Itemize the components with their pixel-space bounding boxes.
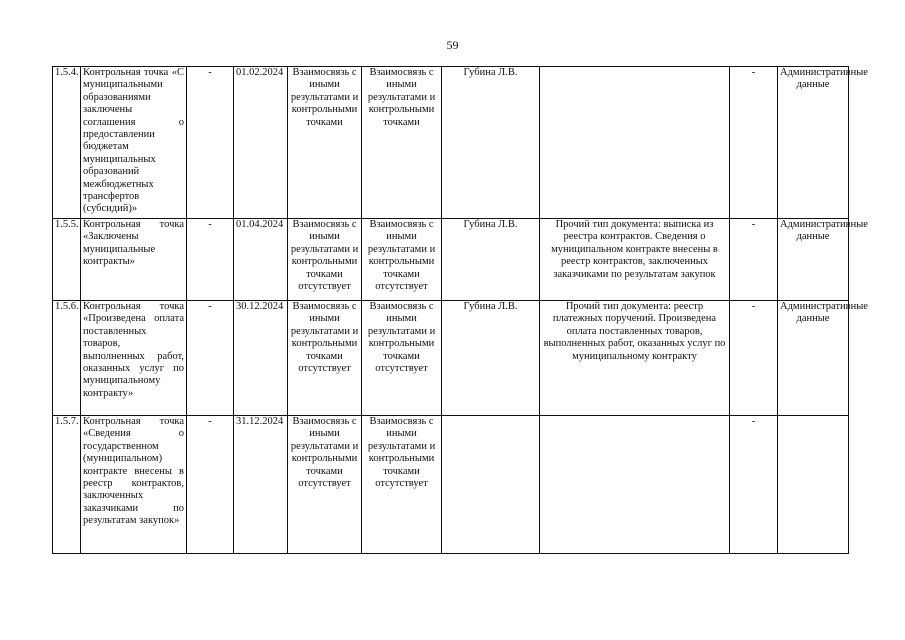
link-next: Взаимосвязь с иными результатами и контрольными точками отсутствует	[362, 416, 442, 554]
dash-cell: -	[730, 67, 778, 219]
due-date: 31.12.2024	[234, 416, 288, 554]
row-number: 1.5.5.	[53, 219, 81, 301]
document-type: Прочий тип документа: выписка из реестра контрактов. Сведения о муниципальном контракте внесены в реестр контрактов, заключенных заказчиками по результатам закупок	[540, 219, 730, 301]
data-source	[778, 416, 849, 554]
link-previous: Взаимосвязь с иными результатами и контрольными точками отсутствует	[288, 301, 362, 416]
dash-cell: -	[730, 416, 778, 554]
table-row	[53, 67, 849, 219]
link-next: Взаимосвязь с иными результатами и контрольными точками	[362, 67, 442, 219]
page-number: 59	[446, 38, 459, 52]
dash-cell: -	[187, 219, 234, 301]
due-date: 01.04.2024	[234, 219, 288, 301]
document-type	[540, 416, 730, 554]
dash-cell: -	[730, 219, 778, 301]
link-next: Взаимосвязь с иными результатами и контрольными точками отсутствует	[362, 301, 442, 416]
row-number: 1.5.7.	[53, 416, 81, 554]
due-date: 30.12.2024	[234, 301, 288, 416]
link-previous: Взаимосвязь с иными результатами и контрольными точками отсутствует	[288, 416, 362, 554]
document-type	[540, 67, 730, 219]
link-previous: Взаимосвязь с иными результатами и контрольными точками отсутствует	[288, 219, 362, 301]
due-date: 01.02.2024	[234, 67, 288, 219]
responsible-person: Губина Л.В.	[442, 67, 540, 219]
dash-cell: -	[730, 301, 778, 416]
row-number: 1.5.6.	[53, 301, 81, 416]
control-point-title: Контрольная точка «С муниципальными образованиями заключены соглашения о предоставлении бюджетам муниципальных образований межбюджетных трансфертов (субсидий)»	[81, 67, 187, 219]
control-point-title: Контрольная точка «Произведена оплата поставленных товаров, выполненных работ, оказанных услуг по муниципальному контракту»	[81, 301, 187, 416]
table-row	[53, 416, 849, 554]
control-point-title: Контрольная точка «Сведения о государственном (муниципальном) контракте внесены в реестр контрактов, заключенных заказчиками по результатам закупок»	[81, 416, 187, 554]
responsible-person	[442, 416, 540, 554]
row-number: 1.5.4.	[53, 67, 81, 219]
dash-cell: -	[187, 416, 234, 554]
link-previous: Взаимосвязь с иными результатами и контрольными точками	[288, 67, 362, 219]
dash-cell: -	[187, 67, 234, 219]
control-point-title: Контрольная точка «Заключены муниципальные контракты»	[81, 219, 187, 301]
data-source: Административные данные	[778, 219, 849, 301]
responsible-person: Губина Л.В.	[442, 301, 540, 416]
link-next: Взаимосвязь с иными результатами и контрольными точками отсутствует	[362, 219, 442, 301]
table-row	[53, 219, 849, 301]
document-type: Прочий тип документа: реестр платежных поручений. Произведена оплата поставленных товаров, выполненных работ, оказанных услуг по муниципальному контракту	[540, 301, 730, 416]
dash-cell: -	[187, 301, 234, 416]
data-source: Административные данные	[778, 67, 849, 219]
responsible-person: Губина Л.В.	[442, 219, 540, 301]
table-row	[53, 301, 849, 416]
data-source: Административные данные	[778, 301, 849, 416]
control-points-table	[52, 66, 868, 554]
